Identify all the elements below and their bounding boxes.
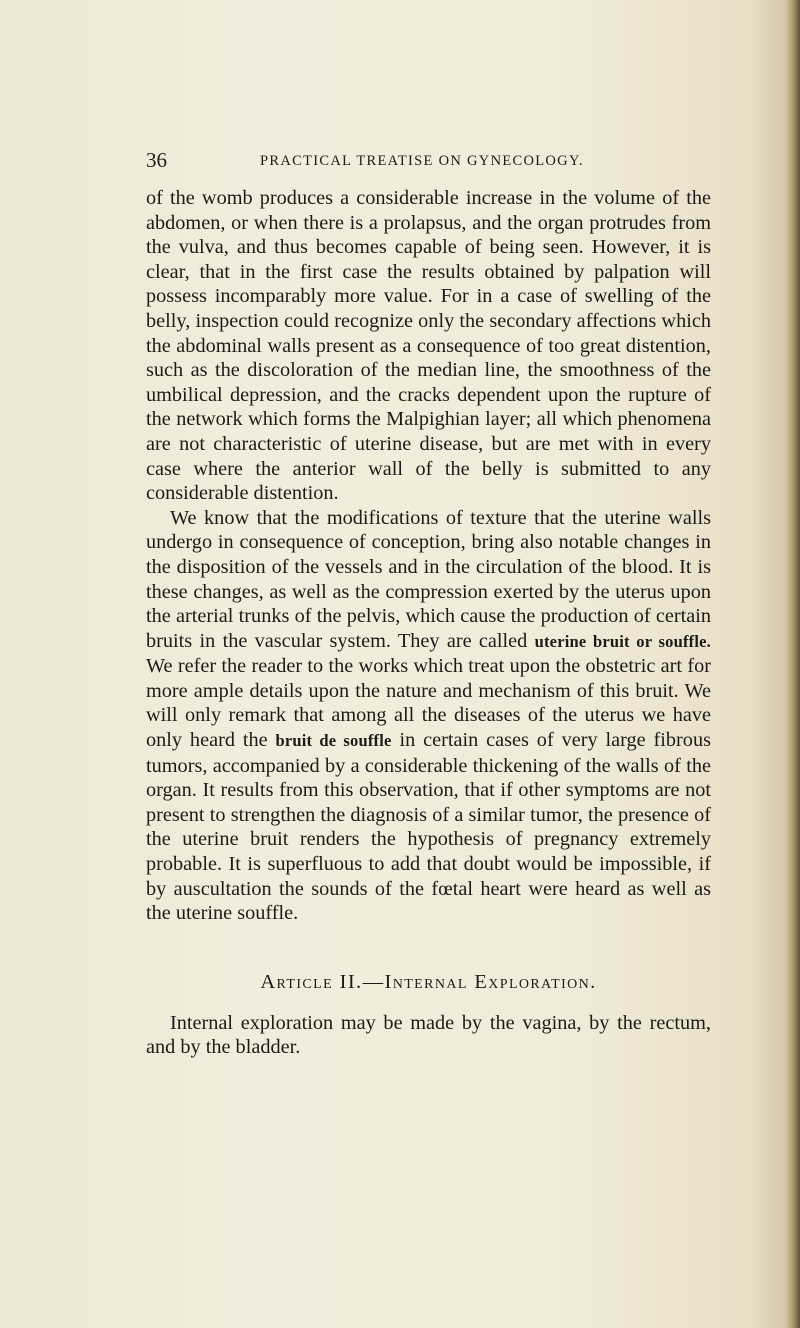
running-header [146, 148, 711, 172]
paragraph-text: in certain cases of very large fibrous tumors, accompanied by a considerable thickening of the walls of the organ. It results from this observation, that if other symptoms are not present to strengthen the diagnosis of a similar tumor, the presence of the uterine bruit renders the hypothesis of pregnancy extremely probable. It is superfluous to add that doubt would be impossible, if by auscultation the sounds of the fœtal heart were heard as well as the uterine souffle. [146, 729, 711, 925]
paragraph-uterine-bruit [146, 506, 711, 926]
page-number: 36 [146, 148, 167, 172]
paragraph-continued: of the womb produces a considerable increase in the volume of the abdomen, or when there is a prolapsus, and the organ protrudes from the vulva, and thus becomes capable of being seen. However, it is clear, that in the first case the results obtained by palpation will possess incomparably more value. For in a case of swelling of the belly, inspection could recognize only the secondary affections which the abdominal walls present as a consequence of too great distention, such as the discoloration of the median line, the smoothness of the umbilical depression, and the cracks dependent upon the rupture of the network which forms the Malpighian layer; all which phenomena are not characteristic of uterine disease, but are met with in every case where the anterior wall of the belly is submitted to any considerable distention. [146, 187, 711, 505]
paragraph-text: We know that the modifications of texture that the uterine walls undergo in consequence of conception, bring also notable changes in the disposition of the vessels and in the circulation of the blood. It is these changes, as well as the compression exerted by the uterus upon the arterial trunks of the pelvis, which cause the production of certain bruits in the vascular system. They are called [146, 506, 711, 652]
body-text [146, 186, 711, 1060]
page-binding-edge [786, 0, 800, 1328]
running-title: PRACTICAL TREATISE ON GYNECOLOGY. [260, 153, 584, 169]
article-heading: Article II.—Internal Exploration. [260, 970, 597, 993]
term-uterine-bruit: uterine bruit or souffle. [534, 631, 711, 651]
paragraph-internal-exploration: Internal exploration may be made by the vagina, by the rectum, and by the bladder. [146, 1011, 711, 1059]
term-bruit-de-souffle: bruit de souffle [275, 731, 392, 751]
paragraph-text: We refer the reader to the works which treat upon the obstetric art for more ample details upon the nature and mechanism of this bruit. We will only remark that among all the diseases of the uterus we have only heard the [146, 655, 711, 752]
